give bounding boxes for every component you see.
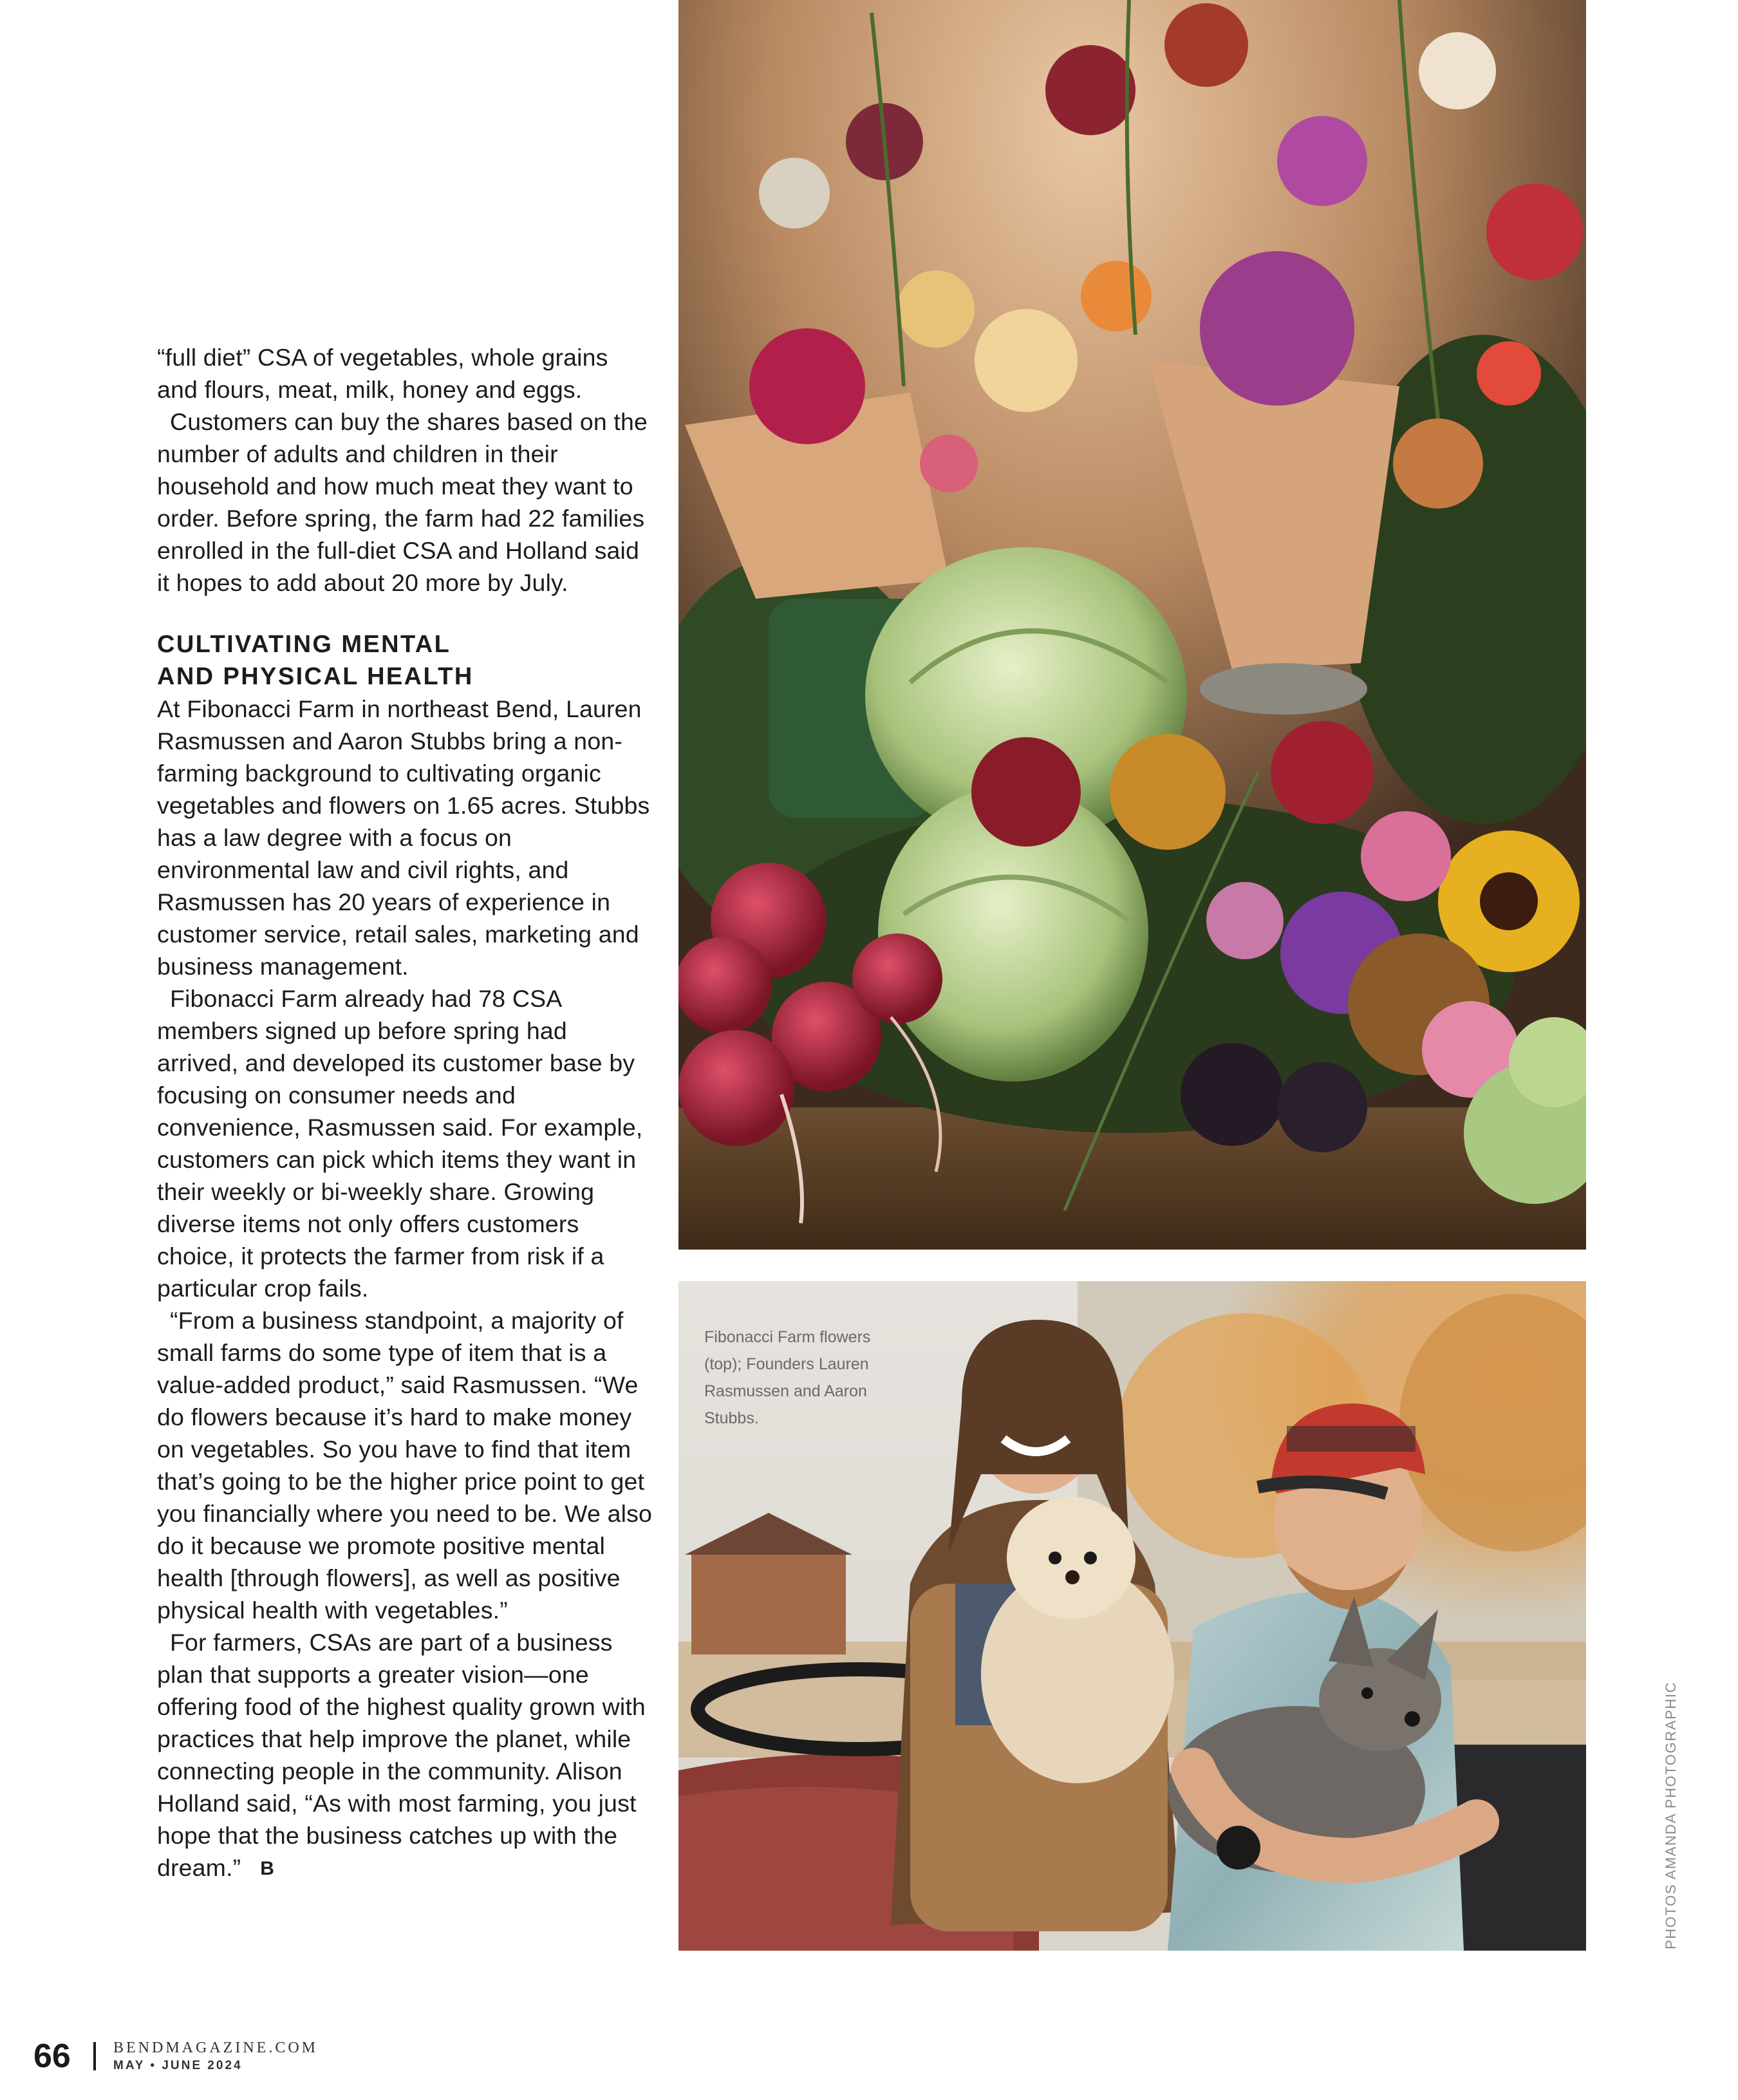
article-paragraph-final [157, 1626, 653, 1885]
section-heading [157, 628, 653, 693]
magazine-website: BENDMAGAZINE.COM [113, 2039, 318, 2056]
section-heading-line: CULTIVATING MENTAL [157, 631, 451, 658]
issue-date: MAY • JUNE 2024 [113, 2059, 243, 2072]
flowers-illustration [678, 0, 1586, 1250]
article-paragraph-text: For farmers, CSAs are part of a business plan that supports a greater vision—one offering food of the highest quality grown with practices that help improve the planet, while connecting people in the community. Alison Holland said, “As with most farming, you just hope that the business catches up with the dream.” [157, 1629, 646, 1881]
end-mark-icon: B [260, 1858, 273, 1879]
photo-credit: PHOTOS AMANDA PHOTOGRAPHIC [1663, 1681, 1679, 1949]
article-paragraph: “From a business standpoint, a majority of small farms do some type of item that is a value-added product,” said Rasmussen. “We do flowers because it’s hard to make money on vegetables. So you have to find that item that’s going to be the higher price point to get you financially where you need to be. We also do it because we promote positive mental health [through flowers], as well as positive physical health with vegetables.” [157, 1307, 653, 1624]
section-heading-line: AND PHYSICAL HEALTH [157, 663, 474, 690]
article-column [157, 341, 653, 1885]
article-paragraph: Customers can buy the shares based on the number of adults and children in their household and how much meat they want to order. Before spring, the farm had 22 families enrolled in the full-diet CSA and Holland said it hopes to add about 20 more by July. [157, 408, 648, 596]
article-paragraph: At Fibonacci Farm in northeast Bend, Lauren Rasmussen and Aaron Stubbs bring a non-farming background to cultivating organic vegetables and flowers on 1.65 acres. Stubbs has a law degree with a focus on environmental law and civil rights, and Rasmussen has 20 years of experience in customer service, retail sales, marketing and business management. [157, 695, 650, 980]
photo-caption: Fibonacci Farm flowers (top); Founders Lauren Rasmussen and Aaron Stubbs. [704, 1328, 871, 1427]
article-paragraph: “full diet” CSA of vegetables, whole grains and flours, meat, milk, honey and eggs. [157, 344, 608, 403]
article-paragraph: Fibonacci Farm already had 78 CSA members signed up before spring had arrived, and developed its customer base by focusing on consumer needs and convenience, Rasmussen said. For example, customers can pick which items they want in their weekly or bi-weekly share. Growing diverse items not only offers customers choice, it protects the farmer from risk if a particular crop fails. [157, 985, 643, 1302]
folio-divider [93, 2042, 96, 2070]
page-number: 66 [33, 2038, 71, 2075]
flowers-photo [678, 0, 1586, 1250]
